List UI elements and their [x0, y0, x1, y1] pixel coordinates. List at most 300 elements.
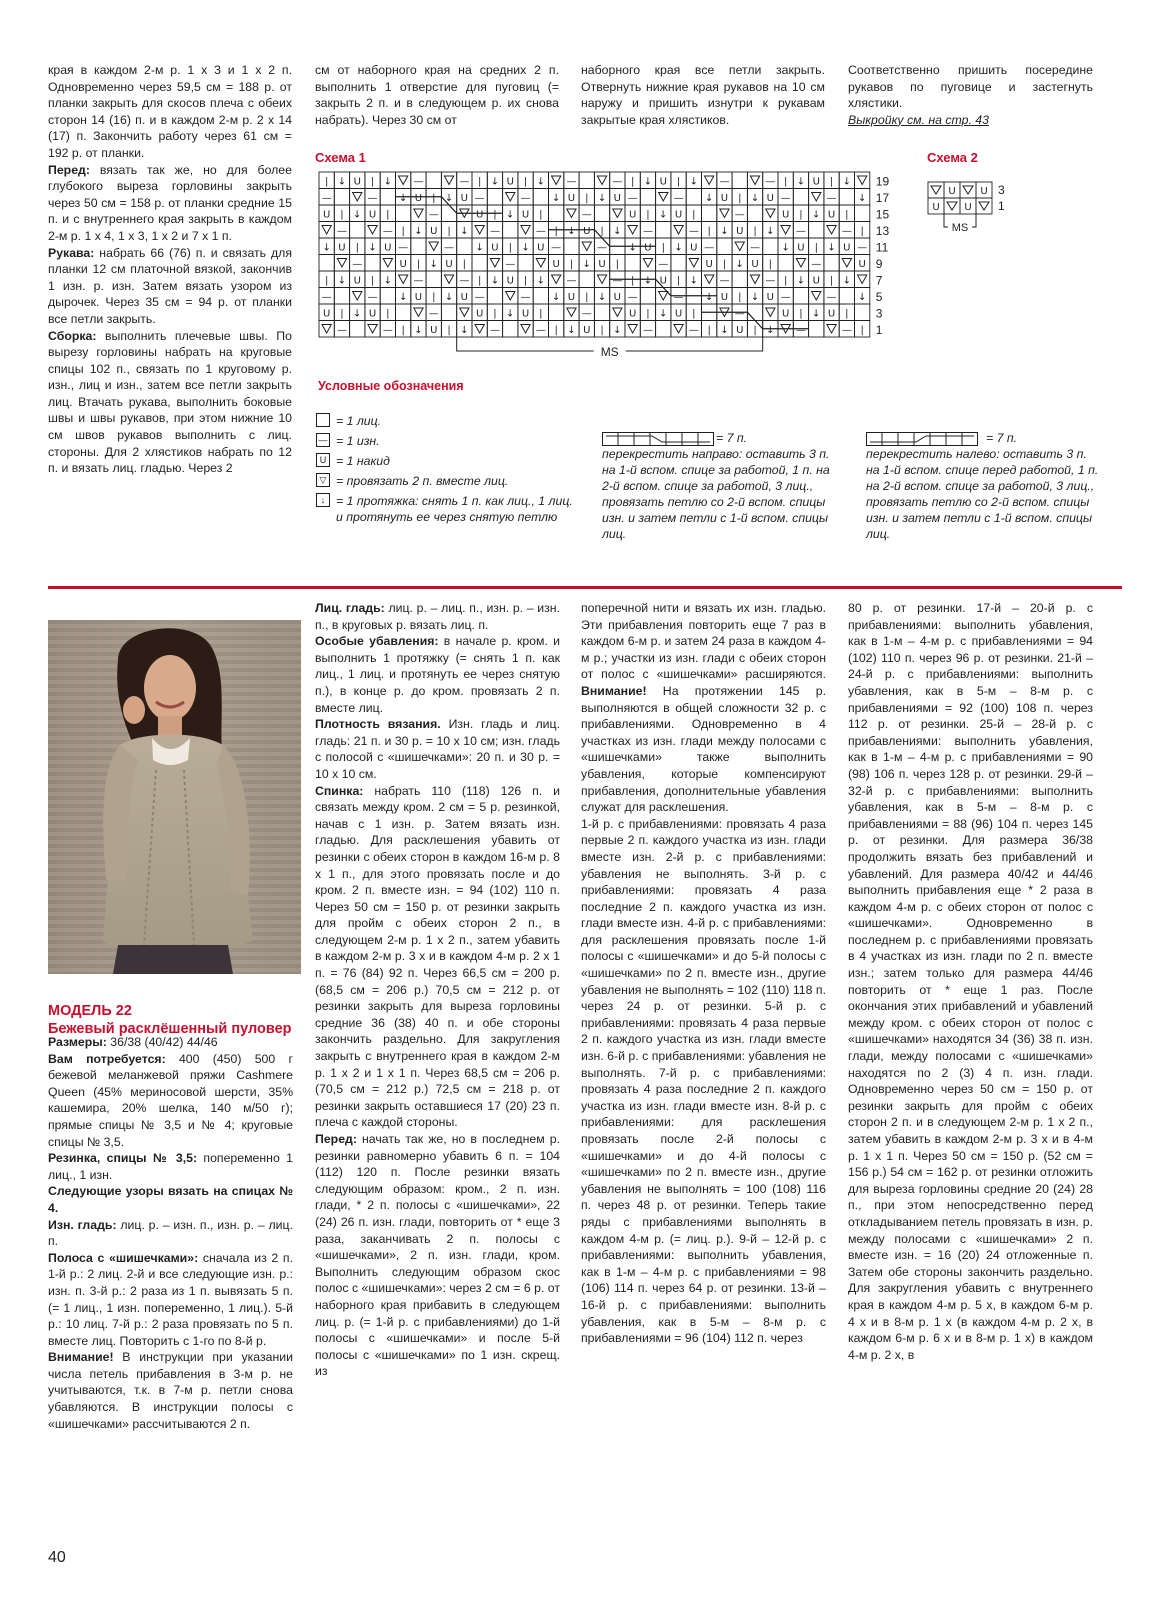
cable-left-legend	[866, 430, 1101, 542]
chart-cell	[579, 189, 594, 206]
chart-cell	[334, 321, 349, 338]
chart-cell	[763, 288, 778, 305]
svg-text:U: U	[690, 242, 698, 254]
chart-cell	[533, 189, 548, 206]
chart-cell	[747, 304, 762, 321]
chart-cell	[579, 238, 594, 255]
top-col-1	[48, 62, 292, 477]
chart-cell	[365, 288, 380, 305]
svg-text:↓: ↓	[720, 324, 729, 336]
svg-text:↓: ↓	[674, 242, 683, 254]
svg-text:↓: ↓	[353, 308, 362, 320]
chart-cell	[640, 288, 655, 305]
chart-cell	[396, 238, 411, 255]
svg-text:↓: ↓	[766, 324, 775, 336]
svg-text:↓: ↓	[704, 291, 714, 303]
svg-text:|: |	[585, 291, 589, 303]
chart-cell	[809, 255, 824, 272]
knit-symbol-icon	[316, 413, 330, 427]
chart-cell	[472, 189, 487, 206]
svg-text:—: —	[673, 291, 684, 303]
chart-cell	[533, 288, 548, 305]
chart-cell	[686, 271, 701, 288]
svg-text:|: |	[432, 192, 436, 204]
svg-text:|: |	[416, 258, 421, 270]
chart-cell	[503, 189, 518, 206]
legend-item	[316, 493, 578, 525]
svg-text:—: —	[566, 176, 577, 188]
svg-text:↓: ↓	[613, 225, 622, 237]
purl-symbol-icon: —	[316, 433, 330, 447]
chart-cell	[839, 288, 854, 305]
bottom-col-4	[848, 600, 1093, 1363]
svg-text:|: |	[783, 275, 788, 287]
svg-text:—: —	[489, 324, 500, 336]
chart-cell	[380, 205, 395, 222]
chart-cell	[411, 271, 426, 288]
chart-cell	[824, 321, 839, 338]
svg-text:|: |	[630, 176, 635, 188]
bottom-col-3	[581, 600, 826, 1347]
scheme1-title: Схема 1	[315, 150, 366, 165]
svg-text:—: —	[336, 225, 347, 237]
chart-cell	[732, 238, 747, 255]
chart-cell	[518, 172, 533, 189]
bottom-col1-para	[48, 1034, 293, 1051]
svg-text:|: |	[707, 324, 711, 336]
chart-cell	[594, 271, 609, 288]
svg-text:↓: ↓	[704, 192, 714, 204]
chart-cell	[671, 222, 686, 239]
chart-cell	[411, 222, 426, 239]
chart-row-number: 3	[998, 183, 1005, 197]
paragraph-text: Изн. гладь и лиц. гладь: 21 п. и 30 р. = 10 х 10 см; изн. гладь с полосой с «шишечками»: 20 п. и 30 р. = 10 х 10 см.	[315, 717, 560, 781]
chart-cell	[594, 238, 609, 255]
chart-cell	[594, 172, 609, 189]
chart-cell	[824, 238, 839, 255]
svg-text:—: —	[826, 192, 837, 204]
paragraph-label: Следующие узоры вязать на спицах № 4.	[48, 1184, 293, 1215]
svg-text:|: |	[340, 209, 344, 221]
chart-cell	[747, 222, 762, 239]
chart-cell	[793, 271, 808, 288]
chart-cell	[594, 304, 609, 321]
chart-cell	[747, 172, 762, 189]
chart-cell	[472, 255, 487, 272]
svg-text:↓: ↓	[353, 209, 362, 221]
svg-text:↓: ↓	[490, 176, 500, 188]
svg-text:—: —	[367, 192, 378, 204]
chart-cell	[441, 222, 456, 239]
chart-cell	[441, 172, 456, 189]
chart-cell	[411, 255, 426, 272]
svg-text:U: U	[460, 291, 469, 303]
paragraph-label: Резинка, спицы № 3,5:	[48, 1151, 198, 1166]
svg-text:↓: ↓	[337, 275, 347, 287]
chart-cell	[824, 288, 839, 305]
chart-cell	[380, 255, 395, 272]
chart-cell	[564, 189, 579, 206]
pattern-reference-link[interactable]: Выкройку см. на стр. 43	[848, 112, 989, 127]
svg-text:—: —	[642, 324, 653, 336]
svg-text:—: —	[719, 275, 730, 287]
chart-cell	[411, 172, 426, 189]
chart-cell	[610, 321, 625, 338]
chart-row-number: 5	[875, 289, 883, 304]
svg-text:—: —	[413, 275, 424, 287]
chart-cell	[824, 222, 839, 239]
chart-cell	[457, 321, 472, 338]
chart-cell	[625, 189, 640, 206]
model-photo-illustration	[48, 620, 301, 974]
svg-text:—: —	[780, 192, 791, 204]
svg-text:U: U	[659, 176, 667, 188]
svg-text:—: —	[382, 324, 393, 336]
bottom-col2-para	[315, 633, 560, 716]
svg-text:U: U	[932, 202, 940, 213]
paragraph-text: На протяжении 145 р. выполняются в общей сложности 32 р. с прибавлениями. Одновременно в 4 участках из изн. глади между полосами с «шишечками» также выполнить убавления, которые компенсируют прибавления, дополнительные убавления служат для расклешения.	[581, 683, 826, 815]
svg-text:—: —	[398, 242, 409, 254]
svg-text:—: —	[535, 324, 546, 336]
chart-cell	[809, 222, 824, 239]
chart-cell	[350, 271, 365, 288]
svg-text:U: U	[628, 209, 637, 221]
top-col-3	[581, 62, 825, 128]
chart-cell	[564, 288, 579, 305]
chart-cell	[686, 205, 701, 222]
chart-cell	[503, 222, 518, 239]
svg-text:U: U	[628, 308, 637, 320]
bottom-col-2	[315, 600, 560, 1380]
chart-cell	[594, 321, 609, 338]
chart-row-number: 1	[998, 199, 1005, 213]
svg-text:U: U	[384, 242, 392, 254]
chart-cell	[824, 172, 839, 189]
chart-cell	[472, 271, 487, 288]
chart-cell	[472, 304, 487, 321]
chart-cell	[350, 205, 365, 222]
svg-text:↓: ↓	[383, 275, 393, 287]
chart-cell	[778, 172, 793, 189]
chart-cell	[549, 321, 564, 338]
paragraph-text: 80 р. от резинки. 17-й – 20-й р. с прибавлениями: выполнить убавления, как в 1-м – 4-м р. с прибавлениями = 94 (102) 110 п. через 96 р. от резинки. 21-й – 24-й р. с прибавлениями: выполнить убавления, как в 5-м – 8-м р. с прибавлениями = 92 (100) 108 п. через 112 р. от резинки. 25-й – 28-й р. с прибавлениями: выполнить убавления, как в 1-м – 4-м р. с прибавлениями = 90 (98) 106 п. через 128 р. от резинки. 29-й – 32-й р. с прибавлениями: выполнить убавления, как в 5-м – 8-м р. с прибавлениями = 88 (96) 104 п. через 145 р. от резинки. Для размера 36/38 продолжить вязать без прибавлений и убавлений. Для размера 40/42 и 44/46 выполнить прибавления еще * 2 раза в каждом 4-м р. с обеих сторон от полос с «шишечками». Одновременно в последнем р. с прибавлениями провязать в 4 участках из изн. глади по 2 п. вместе изн.; затем только для размера 44/46 повторить от * еще 1 раз. После окончания этих прибавлений и убавлений между кром. с обеих сторон от полос с «шишечками» находятся 34 (36) 38 п. изн. глади, между полосами с «шишечками» находятся по 2 (3) 4 п. изн. глади. Одновременно через 50 см = 150 р. от резинки закрыть для пройм с обеих сторон 2 п. и в следующем 2-м р. 1 х 2 п., затем убавить в каждом 2-м р. 3 х и в 4-м р. 1 х 1 п. Через 50 см = 150 р. (52 см = 156 р.) 54 см = 162 р. от резинки отложить для выреза горловины средние 20 (24) 28 п., при этом непосредственно перед откладыванием петель провязать в изн. р. между полосами с «шишечками» 2 п. вместе изн. = 16 (20) 24 отложенные п. Затем обе стороны закончить раздельно. Для закругления убавить с внутреннего края в каждом 4-м р. 5 х, в каждом 6-м р. 4 х и в 8-м р. 1 х (в каждом 4-м р. 2 х, в каждом 6-м р. 6 х и в 8-м р. 1 х) в каждом 4-м р. 2 х, в	[848, 601, 1093, 1362]
k2tog-symbol-icon: ▽	[316, 473, 330, 487]
chart-cell	[717, 189, 732, 206]
svg-text:U: U	[843, 242, 851, 254]
svg-text:U: U	[598, 258, 606, 270]
chart-cell	[747, 288, 762, 305]
svg-text:—: —	[520, 192, 531, 204]
chart-cell	[518, 271, 533, 288]
chart-cell	[778, 255, 793, 272]
chart-cell	[702, 222, 717, 239]
top-col1-para	[48, 162, 292, 245]
chart-cell	[396, 271, 411, 288]
chart-cell	[610, 255, 625, 272]
chart-cell	[960, 182, 976, 198]
chart-cell	[487, 304, 502, 321]
svg-text:↓: ↓	[597, 192, 607, 204]
chart-cell	[686, 172, 701, 189]
svg-text:↓: ↓	[506, 209, 515, 221]
chart-cell	[778, 222, 793, 239]
chart-cell	[732, 205, 747, 222]
chart-cell	[793, 238, 808, 255]
chart-cell	[334, 288, 349, 305]
chart-cell	[656, 222, 671, 239]
chart-cell	[426, 172, 441, 189]
page-number: 40	[48, 1549, 66, 1566]
chart-cell	[472, 238, 487, 255]
svg-text:|: |	[646, 209, 650, 221]
chart-cell	[472, 172, 487, 189]
chart-cell	[747, 205, 762, 222]
chart-cell	[656, 304, 671, 321]
chart-cell	[426, 238, 441, 255]
paragraph-text: края в каждом 2-м р. 1 х 3 и 1 х 2 п. Одновременно через 59,5 см = 188 р. от планки закрыть для скосов плеча с обеих сторон 14 (16) п. и в каждом 2-м р. 2 х 14 (17) п. Закончить работу через 61 см = 192 р. от планки.	[48, 63, 292, 160]
svg-text:U: U	[720, 291, 729, 303]
chart-cell	[319, 304, 334, 321]
svg-text:|: |	[355, 242, 359, 254]
svg-text:U: U	[430, 324, 438, 336]
svg-text:↓: ↓	[689, 275, 699, 287]
paragraph-text: сначала из 2 п. 1-й р.: 2 лиц. 2-й и все следующие изн. р.: изн. п. 3-й р.: 2 раза из 1 п. вывязать 5 п. (= 1 лиц., 1 изн. попеременно, 1 лиц.). 5-й р.: 10 лиц. 7-й р.: 2 раза провязать по 5 п. вместе лиц. Повторить с 1-го по 8-й р.	[48, 1250, 294, 1348]
scheme2-title: Схема 2	[927, 150, 978, 165]
chart-row-number: 9	[875, 256, 883, 271]
legend-text: = 1 лиц.	[336, 414, 382, 428]
svg-text:↓: ↓	[796, 176, 806, 188]
svg-text:|: |	[661, 242, 665, 254]
chart-cell	[732, 321, 747, 338]
chart-cell	[625, 321, 640, 338]
svg-text:↓: ↓	[460, 324, 469, 336]
svg-text:—: —	[489, 225, 500, 237]
svg-text:↓: ↓	[720, 225, 729, 237]
chart-cell	[503, 304, 518, 321]
chart-cell	[763, 189, 778, 206]
svg-text:—: —	[627, 192, 638, 204]
svg-text:|: |	[462, 258, 467, 270]
chart-cell	[564, 304, 579, 321]
chart-cell	[396, 172, 411, 189]
chart-cell	[778, 304, 793, 321]
chart-cell	[579, 172, 594, 189]
svg-text:↓: ↓	[398, 291, 408, 303]
chart-cell	[855, 222, 870, 239]
chart-cell	[411, 238, 426, 255]
chart-cell	[441, 321, 456, 338]
chart-cell	[334, 271, 349, 288]
chart-cell	[824, 189, 839, 206]
chart-cell	[426, 321, 441, 338]
chart-cell	[334, 205, 349, 222]
chart-cell	[855, 255, 870, 272]
svg-text:U: U	[583, 324, 591, 336]
chart-cell	[839, 172, 854, 189]
cable-right-text: = 7 п. перекрестить направо: оставить 3 п. на 1-й вспом. спице за работой, 1 п. на 2-й вспом. спице за работой, 3 лиц., провязать петлю со 2-й вспом. спицы изн. и затем петли с 1-й вспом. спицы лиц.	[602, 431, 830, 541]
chart-cell	[441, 255, 456, 272]
svg-text:↓: ↓	[536, 275, 546, 287]
chart-cell	[564, 238, 579, 255]
chart-cell	[334, 222, 349, 239]
chart-cell	[702, 321, 717, 338]
chart-cell	[549, 172, 564, 189]
paragraph-label: Изн. гладь:	[48, 1217, 117, 1232]
chart-cell	[671, 321, 686, 338]
chart-cell	[457, 172, 472, 189]
chart-cell	[839, 304, 854, 321]
svg-text:—: —	[444, 242, 455, 254]
chart-cell	[334, 172, 349, 189]
svg-text:—: —	[428, 308, 439, 320]
chart-cell	[855, 238, 870, 255]
chart-cell	[656, 288, 671, 305]
svg-text:|: |	[508, 242, 512, 254]
chart-cell	[533, 321, 548, 338]
chart-cell	[533, 271, 548, 288]
paragraph-label: Размеры:	[48, 1035, 107, 1049]
svg-text:↓: ↓	[444, 291, 454, 303]
chart-cell	[656, 321, 671, 338]
svg-text:—: —	[642, 225, 653, 237]
chart-cell	[747, 271, 762, 288]
svg-text:U: U	[827, 308, 836, 320]
svg-text:U: U	[338, 242, 346, 254]
chart-cell	[319, 321, 334, 338]
paragraph-text: 400 (450) 500 г бежевой меланжевой пряжи Cashmere Queen (45% мериносовой шерсти, 35% кашемира, 20% шелка, 140 м/50 г); прямые спицы № 3,5 и № 4; круговые спицы № 3,5.	[48, 1051, 293, 1149]
svg-text:↓: ↓	[842, 176, 852, 188]
svg-text:—: —	[352, 258, 363, 270]
svg-text:—: —	[780, 291, 791, 303]
svg-text:U: U	[797, 242, 805, 254]
svg-text:U: U	[720, 192, 729, 204]
svg-text:—: —	[734, 308, 745, 320]
svg-text:↓: ↓	[506, 308, 515, 320]
svg-text:|: |	[646, 308, 650, 320]
legend-text: = 1 протяжка: снять 1 п. как лиц., 1 лиц. и протянуть ее через снятую петлю	[336, 494, 573, 524]
chart-cell	[778, 189, 793, 206]
svg-text:↓: ↓	[659, 209, 668, 221]
svg-text:—: —	[474, 192, 485, 204]
scheme1-chart	[318, 171, 908, 376]
chart-cell	[686, 189, 701, 206]
svg-text:|: |	[860, 225, 864, 237]
chart-cell	[763, 304, 778, 321]
paragraph-label: Сборка:	[48, 328, 97, 343]
chart-cell	[855, 189, 870, 206]
svg-text:↓: ↓	[750, 291, 760, 303]
svg-text:↓: ↓	[842, 275, 852, 287]
chart-cell	[717, 321, 732, 338]
svg-text:—: —	[841, 324, 852, 336]
chart-cell	[732, 288, 747, 305]
chart-cell	[411, 288, 426, 305]
chart-cell	[441, 304, 456, 321]
chart-cell	[350, 304, 365, 321]
chart-cell	[686, 222, 701, 239]
svg-text:—: —	[612, 176, 623, 188]
chart-cell	[380, 304, 395, 321]
chart-cell	[365, 271, 380, 288]
svg-text:—: —	[474, 291, 485, 303]
svg-text:U: U	[766, 192, 775, 204]
chart-cell	[503, 321, 518, 338]
bottom-col2-para	[315, 716, 560, 782]
svg-text:|: |	[401, 225, 405, 237]
svg-text:↓: ↓	[766, 225, 775, 237]
chart-cell	[411, 321, 426, 338]
chart-cell	[518, 304, 533, 321]
chart-cell	[334, 238, 349, 255]
bottom-col1-para	[48, 1150, 293, 1183]
chart-cell	[686, 238, 701, 255]
paragraph-text: Соответственно пришить посередине рукавов по пуговице и застегнуть хлястики.	[848, 63, 1093, 111]
chart-cell	[763, 205, 778, 222]
paragraph-text: вязать так же, но для более глубокого выреза горловины закрыть через 50 см = 158 р. от планки средние 15 п. и с внутреннего края закрыть в каждом 2-м р. 1 х 4, 1 х 3, 1 х 2 и 7 х 1 п.	[48, 162, 292, 243]
svg-text:|: |	[447, 324, 451, 336]
svg-text:|: |	[753, 324, 757, 336]
chart-cell	[656, 238, 671, 255]
bottom-col3-para	[581, 816, 826, 1347]
chart-cell	[350, 238, 365, 255]
svg-text:|: |	[386, 209, 390, 221]
chart-cell	[809, 304, 824, 321]
svg-text:↓: ↓	[414, 225, 423, 237]
svg-text:|: |	[768, 258, 773, 270]
svg-text:—: —	[612, 275, 623, 287]
svg-text:—: —	[428, 209, 439, 221]
chart-cell	[717, 255, 732, 272]
svg-text:U: U	[322, 209, 331, 221]
svg-text:U: U	[567, 291, 576, 303]
svg-text:U: U	[460, 192, 469, 204]
svg-text:↓: ↓	[750, 192, 760, 204]
chart-cell	[717, 238, 732, 255]
svg-text:↓: ↓	[429, 258, 438, 270]
chart-cell	[763, 255, 778, 272]
svg-text:U: U	[812, 275, 820, 287]
paragraph-text: лиц. р. – лиц. п., изн. р. – изн. п., в круговых р. вязать лиц. п.	[315, 601, 560, 632]
chart-cell	[793, 288, 808, 305]
section-divider	[48, 586, 1122, 589]
paragraph-label: Полоса с «шишечками»:	[48, 1250, 199, 1265]
chart-cell	[763, 238, 778, 255]
chart-cell	[640, 304, 655, 321]
chart-cell	[457, 288, 472, 305]
chart-cell	[380, 172, 395, 189]
paragraph-text: 1-й р. с прибавлениями: провязать 4 раза первые 2 п. каждого участка из изн. глади вместе изн. 2-й р. с прибавлениями: убавления не выполнять. 3-й р. с прибавлениями: провязать 4 раза последние 2 п. каждого участка из изн. глади вместе изн. 4-й р. с прибавлениями: для расклешения провязать после 1-й полосы с «шишечками» и до 5-й полосы с «шишечками» по 2 п. вместе изн., другие убавления не выполнять = 102 (110) 118 п. через 24 р. от резинки. 5-й р. с прибавлениями: провязать 4 раза первые 2 п. каждого участка из изн. глади вместе изн. 6-й р. с прибавлениями: убавления не выполнять. 7-й р. с прибавлениями: провязать 4 раза последние 2 п. каждого участка из изн. глади вместе изн. 8-й р. с прибавлениями: для расклешения провязать после 2-й полосы с «шишечками» и до 4-й полосы с «шишечками» по 2 п. вместе изн., другие убавления не выполнять = 100 (108) 116 п. через 48 р. от резинки. Теперь такие ряды с прибавлениями выполнять в каждом 4-м р. (= лиц. р.). 9-й – 12-й р. с прибавлениями: выполнить убавления, как в 1-м – 4-м р. с прибавлениями = 98 (106) 114 п. через 64 р. от резинки. 13-й – 16-й р. с прибавлениями: выполнить убавления, как в 5-м – 8-м р. с прибавлениями = 96 (104) 112 п. через	[581, 816, 826, 1346]
legend-text: = 1 изн.	[336, 434, 380, 448]
paragraph-text: поперечной нити и вязать их изн. гладью. Эти прибавления повторить еще 7 раз в каждом 6-м р. и затем 24 раза в каждом 4-м р.; участки из изн. глади с обеих сторон от полос с «шишечками» расширяются.	[581, 601, 826, 682]
svg-text:↓: ↓	[536, 176, 546, 188]
svg-text:|: |	[829, 176, 834, 188]
chart-cell	[855, 271, 870, 288]
chart-row-number: 1	[875, 322, 883, 337]
svg-text:|: |	[676, 275, 681, 287]
cable-right-icon	[602, 432, 714, 446]
chart-cell	[533, 304, 548, 321]
paragraph-text: 36/38 (40/42) 44/46	[106, 1035, 218, 1049]
svg-text:|: |	[432, 291, 436, 303]
chart-cell	[747, 321, 762, 338]
svg-text:U: U	[368, 308, 377, 320]
paragraph-text: попеременно 1 лиц., 1 изн.	[48, 1151, 294, 1182]
ms-label: MS	[951, 222, 969, 234]
svg-text:U: U	[399, 258, 407, 270]
chart-cell	[441, 271, 456, 288]
chart-cell	[763, 222, 778, 239]
chart-cell	[503, 271, 518, 288]
